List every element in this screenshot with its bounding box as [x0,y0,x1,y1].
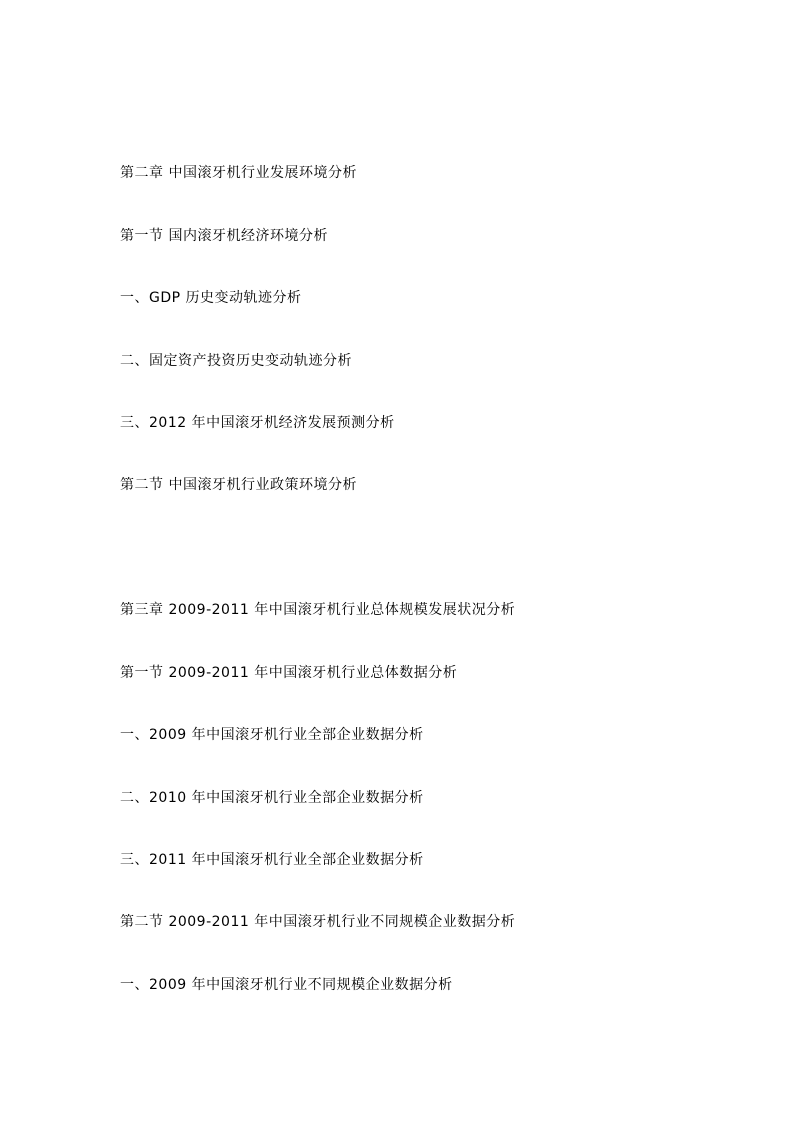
section-heading: 第二节 2009-2011 年中国滚牙机行业不同规模企业数据分析 [120,914,516,930]
section-heading: 第一节 2009-2011 年中国滚牙机行业总体数据分析 [120,665,458,681]
list-item: 三、2011 年中国滚牙机行业全部企业数据分析 [120,852,424,868]
chapter-heading: 第二章 中国滚牙机行业发展环境分析 [120,165,357,181]
list-item: 三、2012 年中国滚牙机经济发展预测分析 [120,415,395,431]
section-heading: 第二节 中国滚牙机行业政策环境分析 [120,477,357,493]
list-item: 一、2009 年中国滚牙机行业全部企业数据分析 [120,727,424,743]
section-heading: 第一节 国内滚牙机经济环境分析 [120,228,328,244]
list-item: 二、2010 年中国滚牙机行业全部企业数据分析 [120,790,424,806]
chapter-heading: 第三章 2009-2011 年中国滚牙机行业总体规模发展状况分析 [120,602,516,618]
list-item: 一、2009 年中国滚牙机行业不同规模企业数据分析 [120,977,453,993]
list-item: 一、GDP 历史变动轨迹分析 [120,290,302,306]
list-item: 二、固定资产投资历史变动轨迹分析 [120,353,352,369]
